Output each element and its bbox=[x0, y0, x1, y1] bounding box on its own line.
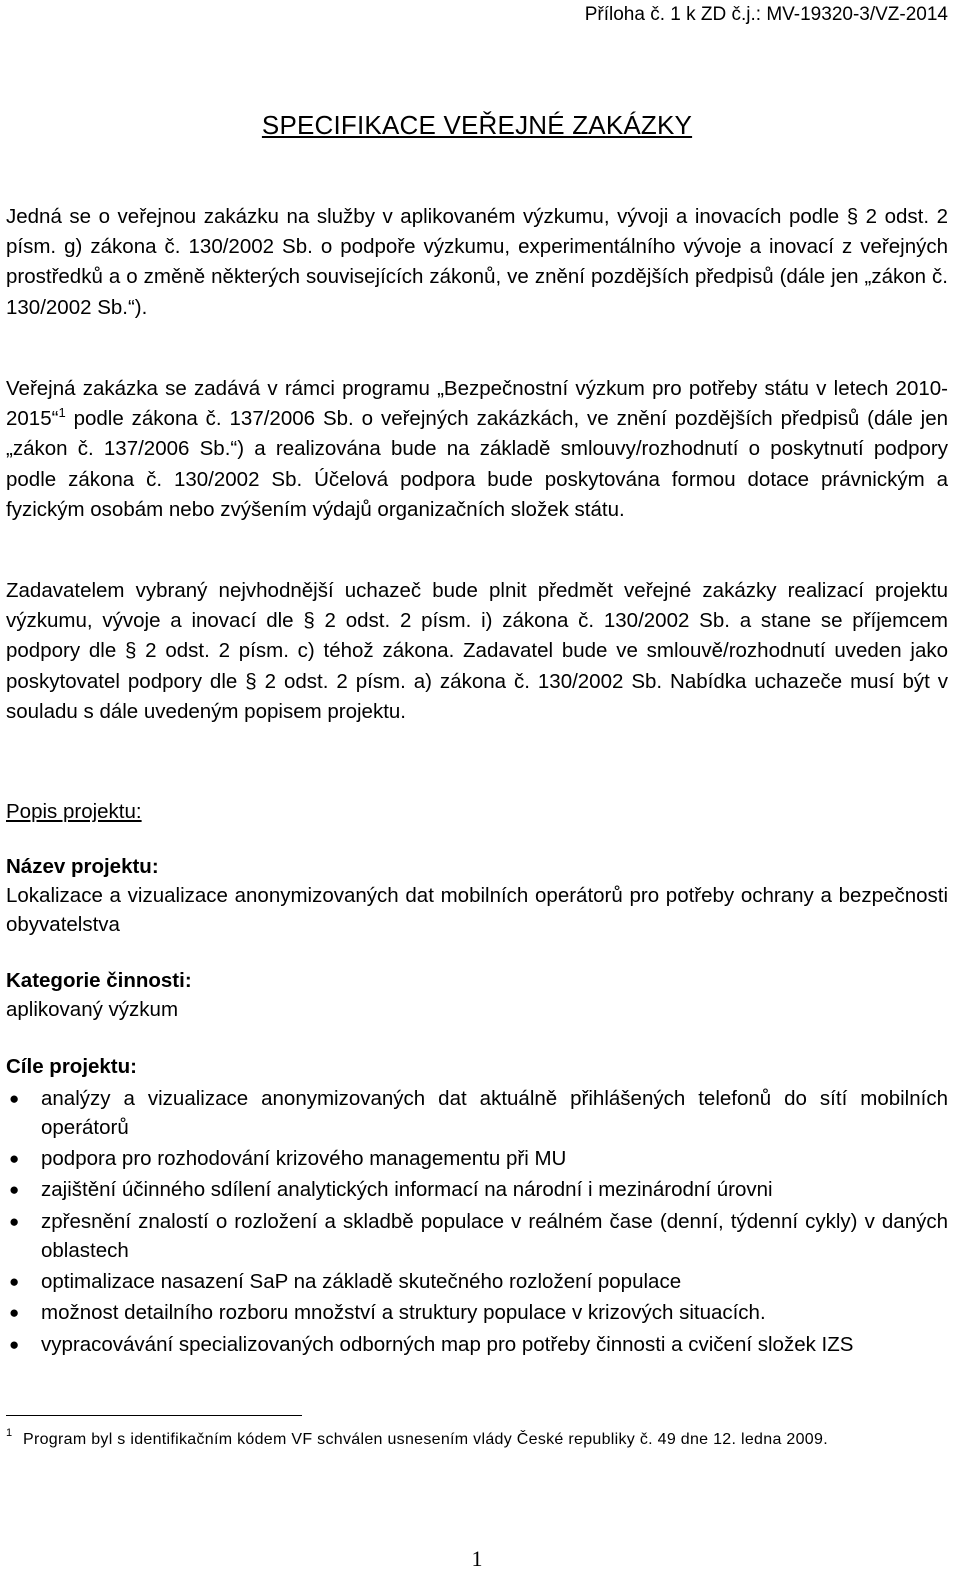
program-paragraph-text-1: Veřejná zakázka se zadává v rámci programu „Bezpečnostní výzkum pro potřeby státu v letech 2010-2015“ bbox=[6, 377, 948, 431]
bullet-icon: ● bbox=[9, 1089, 20, 1108]
contractor-paragraph: Zadavatelem vybraný nejvhodnější uchazeč bude plnit předmět veřejné zakázky realizací projektu výzkumu, vývoje a inovací dle § 2 odst. 2 písm. i) zákona č. 130/2002 Sb. a stane se příjemcem podpory dle § 2 odst. 2 písm. c) téhož zákona. Zadavatel bude ve smlouvě/rozhodnutí uveden jako poskytovatel podpory dle § 2 odst. 2 písm. a) zákona č. 130/2002 Sb. Nabídka uchazeče musí být v souladu s dále uvedeným popisem projektu. bbox=[6, 579, 948, 723]
goal-text: optimalizace nasazení SaP na základě skutečného rozložení populace bbox=[41, 1269, 682, 1293]
list-item bbox=[6, 1299, 948, 1328]
bullet-icon: ● bbox=[9, 1149, 20, 1169]
document-reference: Příloha č. 1 k ZD č.j.: MV-19320-3/VZ-2014 bbox=[584, 4, 948, 25]
footnote bbox=[6, 1428, 948, 1451]
list-item bbox=[6, 1208, 948, 1265]
goals-heading: Cíle projektu: bbox=[6, 1055, 137, 1078]
footnote-text: Program byl s identifikačním kódem VF schválen usnesením vlády České republiky č. 49 dne 12. ledna 2009. bbox=[23, 1431, 828, 1448]
goal-text: vypracovávání specializovaných odborných map pro potřeby činnosti a cvičení složek IZS bbox=[41, 1332, 854, 1356]
list-item bbox=[6, 1331, 948, 1360]
program-paragraph bbox=[6, 374, 948, 525]
list-item bbox=[6, 1145, 948, 1174]
project-name-block bbox=[6, 852, 948, 939]
list-item bbox=[6, 1268, 948, 1297]
category-value: aplikovaný výzkum bbox=[6, 998, 179, 1021]
page-number: 1 bbox=[471, 1546, 483, 1571]
goals-list bbox=[6, 1085, 948, 1359]
bullet-icon: ● bbox=[9, 1211, 20, 1231]
project-section-label: Popis projektu: bbox=[6, 800, 142, 823]
bullet-icon: ● bbox=[9, 1180, 20, 1200]
category-block bbox=[6, 966, 948, 1024]
category-heading: Kategorie činnosti: bbox=[6, 969, 192, 992]
list-item bbox=[6, 1176, 948, 1205]
goal-text: zpřesnění znalostí o rozložení a skladbě populace v reálném čase (denní, týdenní cykly) v daných oblastech bbox=[41, 1209, 948, 1262]
document-title: SPECIFIKACE VEŘEJNÉ ZAKÁZKY bbox=[261, 110, 693, 140]
goal-text: možnost detailního rozboru množství a struktury populace v krizových situacích. bbox=[41, 1301, 766, 1325]
goal-text: podpora pro rozhodování krizového managementu při MU bbox=[41, 1147, 567, 1171]
footnote-divider bbox=[6, 1415, 302, 1416]
document-page bbox=[6, 0, 948, 1585]
intro-paragraph: Jedná se o veřejnou zakázku na služby v aplikovaném výzkumu, vývoji a inovacích podle § 2 odst. 2 písm. g) zákona č. 130/2002 Sb. o podpoře výzkumu, experimentálního vývoje a inovací z veřejných prostředků a o změně některých souvisejících zákonů, ve znění pozdějších předpisů (dále jen „zákon č. 130/2002 Sb.“). bbox=[6, 205, 948, 319]
project-name-heading: Název projektu: bbox=[6, 855, 159, 878]
goals-block bbox=[6, 1052, 948, 1362]
bullet-icon: ● bbox=[9, 1303, 20, 1323]
bullet-icon: ● bbox=[9, 1334, 20, 1354]
list-item bbox=[6, 1085, 948, 1142]
footnote-number: 1 bbox=[6, 1427, 13, 1439]
bullet-icon: ● bbox=[9, 1271, 20, 1291]
program-paragraph-text-2: podle zákona č. 137/2006 Sb. o veřejných zakázkách, ve znění pozdějších předpisů (dále jen „zákon č. 137/2006 Sb.“) a realizována bude na základě smlouvy/rozhodnutí o poskytnutí podpory podle zákona č. 130/2002 Sb. Účelová podpora bude poskytována formou dotace právnickým a fyzickým osobám nebo zvýšením výdajů organizačních složek státu. bbox=[6, 407, 948, 521]
goal-text: analýzy a vizualizace anonymizovaných dat aktuálně přihlášených telefonů do sítí mobilních operátorů bbox=[41, 1087, 948, 1139]
footnote-reference[interactable]: 1 bbox=[58, 405, 66, 421]
goal-text: zajištění účinného sdílení analytických informací na národní i mezinárodní úrovni bbox=[41, 1178, 773, 1202]
project-name: Lokalizace a vizualizace anonymizovaných dat mobilních operátorů pro potřeby ochrany a bezpečnosti obyvatelstva bbox=[6, 884, 948, 936]
